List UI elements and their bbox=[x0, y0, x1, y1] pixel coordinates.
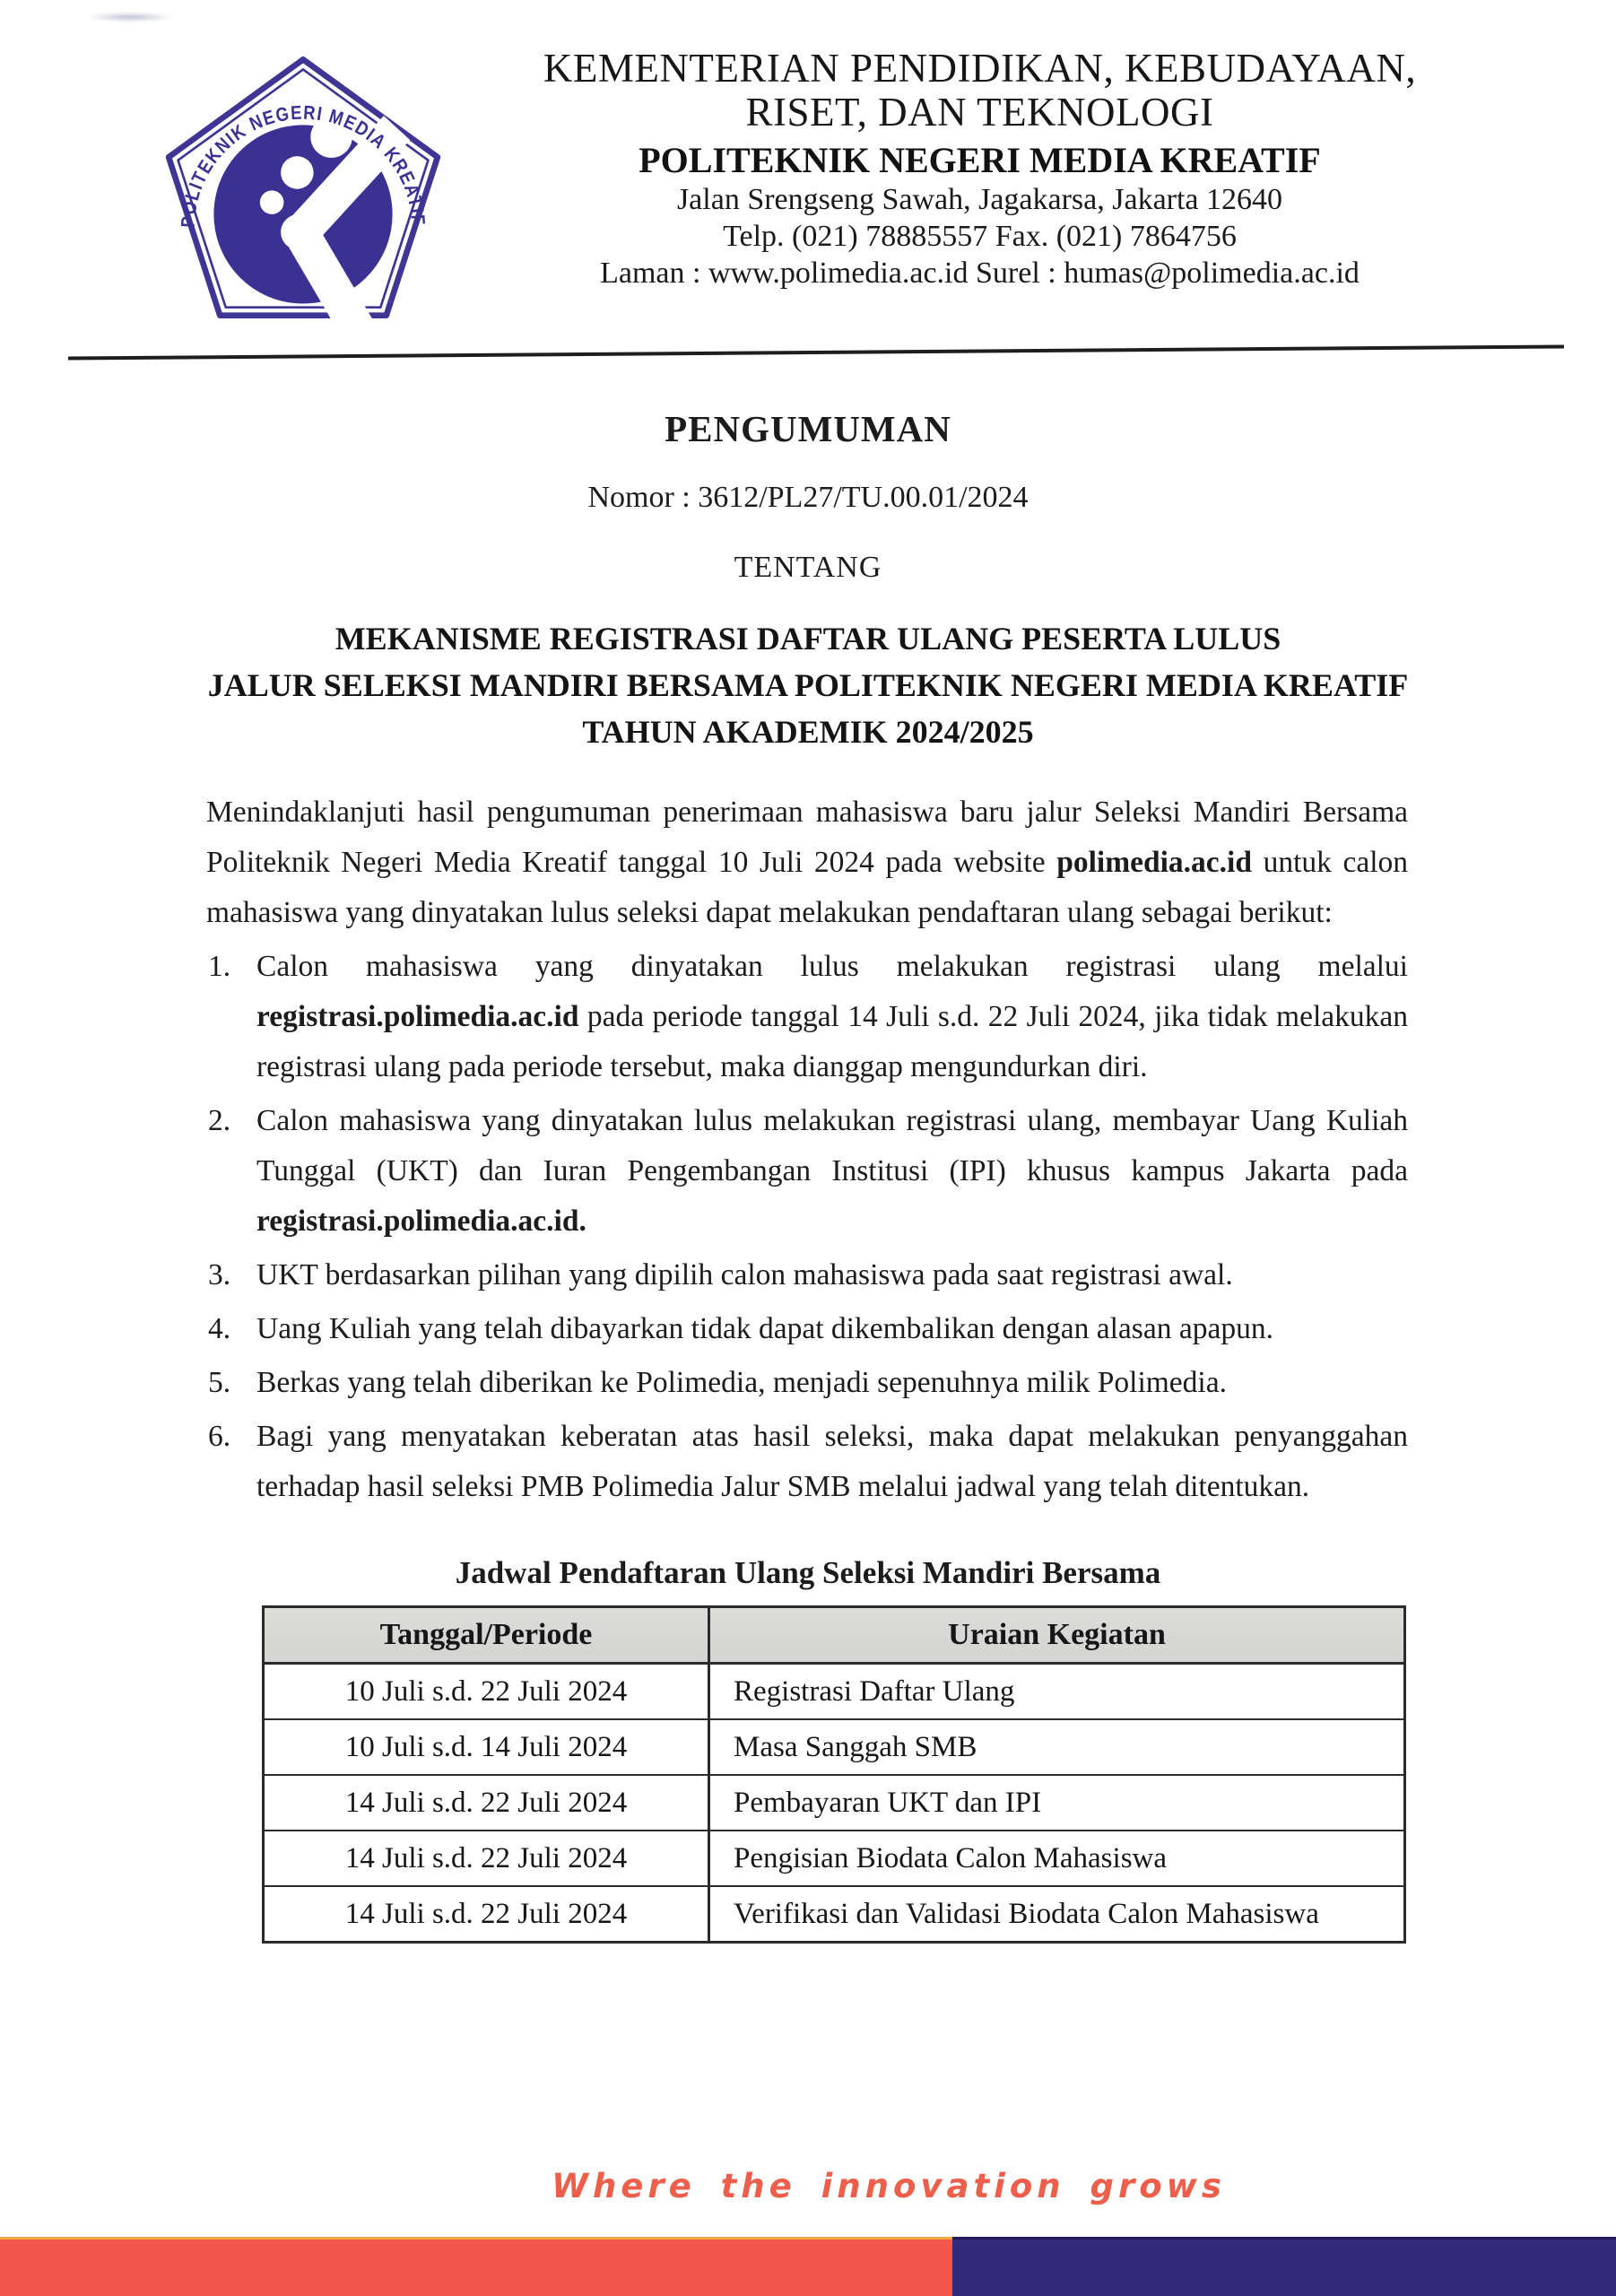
subject-line2: JALUR SELEKSI MANDIRI BERSAMA POLITEKNIK NEGERI MEDIA KREATIF bbox=[207, 667, 1409, 703]
phone-fax-line: Telp. (021) 78885557 Fax. (021) 7864756 bbox=[723, 220, 1237, 253]
institution-name: POLITEKNIK NEGERI MEDIA KREATIF bbox=[639, 140, 1321, 180]
about-label: TENTANG bbox=[734, 551, 882, 584]
schedule-cell-date: 10 Juli s.d. 14 Juli 2024 bbox=[264, 1719, 709, 1775]
item-number: 6. bbox=[208, 1420, 231, 1453]
page-title: PENGUMUMAN bbox=[665, 408, 951, 449]
schedule-cell-activity: Pengisian Biodata Calon Mahasiswa bbox=[709, 1831, 1405, 1886]
column-header-date: Tanggal/Periode bbox=[264, 1607, 709, 1664]
tagline-text: Where the innovation grows bbox=[552, 2167, 1226, 2205]
ministry-name-line2: RISET, DAN TEKNOLOGI bbox=[745, 90, 1214, 135]
web-email-line: Laman : www.polimedia.ac.id Surel : humas@polimedia.ac.id bbox=[600, 257, 1360, 290]
table-row bbox=[264, 1886, 1405, 1943]
item-text: Bagi yang menyatakan keberatan atas hasil seleksi, maka dapat melakukan penyanggahan terhadap hasil seleksi PMB Polimedia Jalur SMB melalui jadwal yang telah ditentukan. bbox=[256, 1420, 1408, 1503]
schedule-cell-date: 14 Juli s.d. 22 Juli 2024 bbox=[264, 1775, 709, 1831]
intro-bold-link-text: polimedia.ac.id bbox=[1056, 846, 1252, 879]
list-item bbox=[206, 942, 1408, 1092]
table-row bbox=[264, 1719, 1405, 1775]
list-item bbox=[206, 1412, 1408, 1512]
item-number: 5. bbox=[208, 1366, 231, 1399]
intro-text: Menindaklanjuti hasil pengumuman penerimaan mahasiswa baru jalur Seleksi Mandiri Bersama Politeknik Negeri Media Kreatif tanggal 10 Juli 2024 pada website bbox=[206, 796, 1408, 879]
item-text: Berkas yang telah diberikan ke Polimedia, menjadi sepenuhnya milik Polimedia. bbox=[256, 1366, 1227, 1399]
item-text: UKT berdasarkan pilihan yang dipilih calon mahasiswa pada saat registrasi awal. bbox=[256, 1258, 1233, 1292]
table-row bbox=[264, 1775, 1405, 1831]
intro-text-after: untuk calon mahasiswa yang dinyatakan lulus seleksi dapat melakukan pendaftaran ulang sebagai berikut: bbox=[206, 846, 1408, 929]
list-item bbox=[206, 1304, 1408, 1354]
subject-title bbox=[0, 615, 1616, 755]
schedule-cell-date: 14 Juli s.d. 22 Juli 2024 bbox=[264, 1886, 709, 1943]
table-header-row bbox=[264, 1607, 1405, 1664]
item-text-after: pada periode tanggal 14 Juli s.d. 22 Juli 2024, jika tidak melakukan registrasi ulang pada periode tersebut, maka dianggap mengundurkan diri. bbox=[256, 1000, 1408, 1083]
list-item bbox=[206, 1096, 1408, 1247]
ministry-name-line1: KEMENTERIAN PENDIDIKAN, KEBUDAYAAN, bbox=[543, 46, 1417, 91]
letterhead bbox=[0, 0, 1616, 355]
item-text: Calon mahasiswa yang dinyatakan lulus melakukan registrasi ulang melalui bbox=[256, 950, 1408, 983]
item-number: 1. bbox=[208, 950, 231, 983]
document-body bbox=[0, 355, 1616, 1944]
footer-band-navy bbox=[952, 2237, 1616, 2296]
table-row bbox=[264, 1664, 1405, 1720]
numbered-list bbox=[206, 942, 1408, 1512]
schedule-cell-activity: Verifikasi dan Validasi Biodata Calon Mahasiswa bbox=[709, 1886, 1405, 1943]
subject-line1: MEKANISME REGISTRASI DAFTAR ULANG PESERTA LULUS bbox=[334, 621, 1282, 657]
table-row bbox=[264, 1831, 1405, 1886]
list-item bbox=[206, 1358, 1408, 1408]
letterhead-text bbox=[377, 47, 1583, 291]
item-number: 2. bbox=[208, 1104, 231, 1137]
document-number: Nomor : 3612/PL27/TU.00.01/2024 bbox=[587, 481, 1029, 514]
logo-ring-text: POLITEKNIK NEGERI MEDIA KREATIF bbox=[176, 100, 430, 229]
item-bold-text: registrasi.polimedia.ac.id bbox=[256, 1000, 579, 1033]
schedule-cell-activity: Registrasi Daftar Ulang bbox=[709, 1664, 1405, 1720]
item-text: Calon mahasiswa yang dinyatakan lulus melakukan registrasi ulang, membayar Uang Kuliah Tunggal (UKT) dan Iuran Pengembangan Institusi (IPI) khusus kampus Jakarta pada bbox=[256, 1104, 1408, 1187]
schedule-cell-date: 14 Juli s.d. 22 Juli 2024 bbox=[264, 1831, 709, 1886]
item-text: Uang Kuliah yang telah dibayarkan tidak dapat dikembalikan dengan alasan apapun. bbox=[256, 1312, 1273, 1345]
item-number: 4. bbox=[208, 1312, 231, 1345]
schedule-cell-activity: Masa Sanggah SMB bbox=[709, 1719, 1405, 1775]
column-header-activity: Uraian Kegiatan bbox=[709, 1607, 1405, 1664]
intro-paragraph bbox=[206, 787, 1408, 938]
list-item bbox=[206, 1250, 1408, 1300]
schedule-cell-date: 10 Juli s.d. 22 Juli 2024 bbox=[264, 1664, 709, 1720]
schedule-title: Jadwal Pendaftaran Ulang Seleksi Mandiri Bersama bbox=[455, 1555, 1161, 1590]
subject-line3: TAHUN AKADEMIK 2024/2025 bbox=[582, 714, 1034, 750]
schedule-cell-activity: Pembayaran UKT dan IPI bbox=[709, 1775, 1405, 1831]
schedule-table bbox=[262, 1605, 1406, 1944]
address-line: Jalan Srengseng Sawah, Jagakarsa, Jakarta 12640 bbox=[676, 183, 1283, 216]
item-number: 3. bbox=[208, 1258, 231, 1292]
footer-band-red bbox=[0, 2237, 952, 2296]
item-bold-text: registrasi.polimedia.ac.id. bbox=[256, 1205, 586, 1238]
